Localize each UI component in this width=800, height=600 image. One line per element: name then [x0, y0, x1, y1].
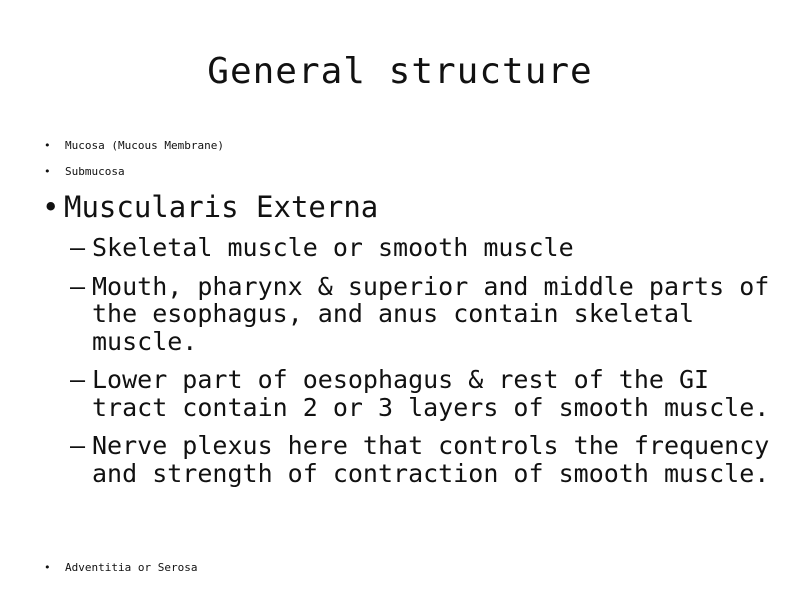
bullet-item-mucosa	[44, 139, 224, 153]
sub-bullet-item	[70, 234, 770, 262]
bullet-item-submucosa	[44, 165, 125, 179]
sub-bullet-label: Skeletal muscle or smooth muscle	[92, 233, 574, 262]
bullet-item-label: Mucosa (Mucous Membrane)	[65, 139, 224, 152]
bullet-icon: •	[44, 561, 51, 574]
sub-bullet-item	[70, 366, 770, 421]
bullet-item-muscularis-externa	[42, 190, 378, 224]
bullet-item-label: Submucosa	[65, 165, 125, 178]
sub-bullet-label: Nerve plexus here that controls the frequency and strength of contraction of smooth muscle.	[92, 431, 770, 488]
sub-bullet-label: Mouth, pharynx & superior and middle parts of the esophagus, and anus contain skeletal muscle.	[92, 271, 770, 356]
dash-icon: –	[70, 431, 86, 460]
sub-bullet-list	[70, 234, 770, 498]
sub-bullet-label: Lower part of oesophagus & rest of the GI tract contain 2 or 3 layers of smooth muscle.	[92, 365, 770, 422]
bullet-icon: •	[42, 190, 60, 224]
bullet-icon: •	[44, 139, 51, 152]
bullet-icon: •	[44, 165, 51, 178]
bullet-item-label: Adventitia or Serosa	[65, 561, 198, 574]
dash-icon: –	[70, 233, 86, 262]
slide-title: General structure	[207, 51, 593, 92]
bullet-item-label: Muscularis Externa	[64, 190, 379, 224]
bullet-item-adventitia	[44, 561, 197, 575]
sub-bullet-item	[70, 432, 770, 487]
dash-icon: –	[70, 365, 86, 394]
sub-bullet-item	[70, 273, 770, 356]
dash-icon: –	[70, 271, 86, 301]
